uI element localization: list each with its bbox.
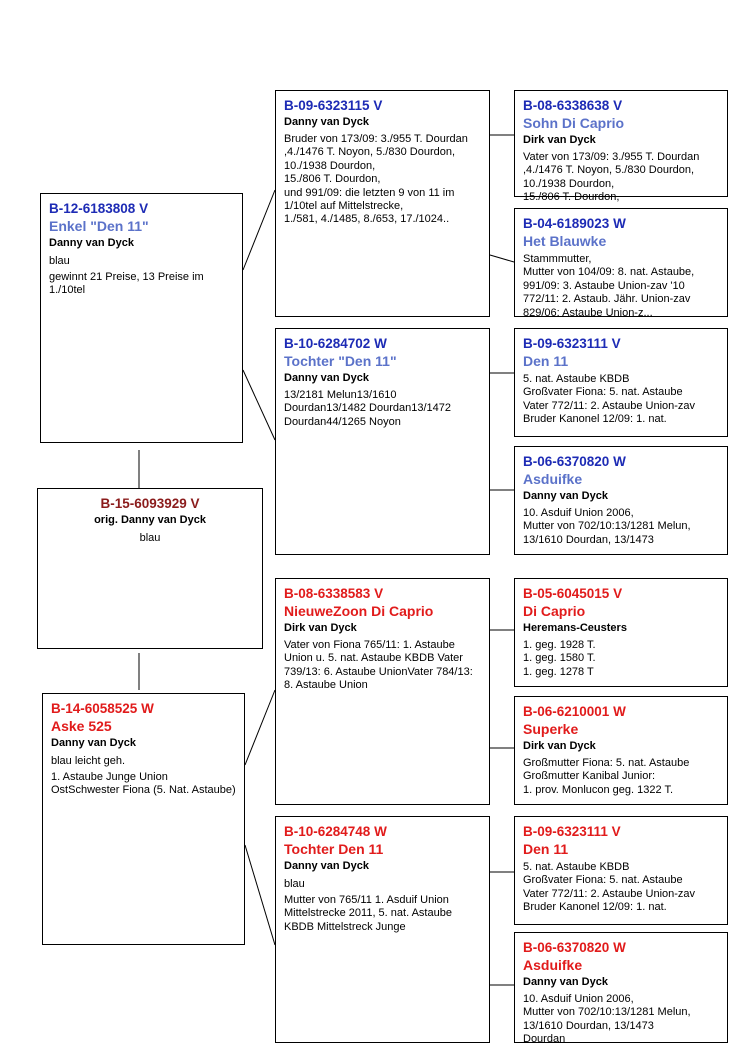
connector-sire-dam bbox=[243, 370, 275, 440]
dam-name: Aske 525 bbox=[51, 718, 112, 734]
dam-breeder: Danny van Dyck bbox=[51, 737, 136, 749]
great-grandparent-card-3[interactable] bbox=[514, 328, 728, 437]
gg8-breeder: Danny van Dyck bbox=[523, 976, 608, 988]
gg4-breeder: Danny van Dyck bbox=[523, 490, 608, 502]
sire-dam-remarks: 13/2181 Melun13/1610 Dourdan13/1482 Dourdan13/1472 Dourdan44/1265 Noyon bbox=[284, 389, 451, 428]
dam-dam-color: blau bbox=[284, 878, 305, 890]
gg5-name: Di Caprio bbox=[523, 603, 586, 619]
gg6-remarks: Großmutter Fiona: 5. nat. Astaube Großmutter Kanibal Junior: 1. prov. Monlucon geg. 1322 T. bbox=[523, 757, 690, 796]
dam-dam-remarks: Mutter von 765/11 1. Asduif Union Mittelstrecke 2011, 5. nat. Astaube KBDB Mittelstreck Junge bbox=[284, 894, 452, 933]
dam-sire-card[interactable] bbox=[275, 578, 490, 805]
dam-dam-card[interactable] bbox=[275, 816, 490, 1043]
sire-dam-card[interactable] bbox=[275, 328, 490, 555]
great-grandparent-card-8[interactable] bbox=[514, 932, 728, 1046]
connector-dam-dam bbox=[245, 845, 275, 945]
subject-ring-number: B-15-6093929 V bbox=[100, 496, 200, 511]
gg1-name: Sohn Di Caprio bbox=[523, 115, 625, 131]
gg8-remarks: 10. Asduif Union 2006, Mutter von 702/10:13/1281 Melun, 13/1610 Dourdan, 13/1473 Dourdan bbox=[523, 993, 691, 1046]
sire-sire-remarks: Bruder von 173/09: 3./955 T. Dourdan ,4./1476 T. Noyon, 5./830 Dourdon, 10./1938 Dourdon, 15./806 T. Dourdon, und 991/09: die letzten 9 von 11 im 1/10tel auf Mittelstrecke, 1./581, 4./1485, 8./653, 17./1024.. bbox=[284, 133, 468, 226]
gg4-name: Asduifke bbox=[523, 471, 583, 487]
dam-sire-name: NieuweZoon Di Caprio bbox=[284, 603, 434, 619]
sire-ring-number: B-12-6183808 V bbox=[49, 201, 149, 216]
connector-dam-sire bbox=[245, 690, 275, 765]
dam-sire-breeder: Dirk van Dyck bbox=[284, 622, 357, 634]
subject-card[interactable] bbox=[37, 488, 263, 649]
sire-sire-ring-number: B-09-6323115 V bbox=[284, 98, 383, 113]
great-grandparent-card-2[interactable] bbox=[514, 208, 728, 317]
great-grandparent-card-7[interactable] bbox=[514, 816, 728, 925]
sire-color: blau bbox=[49, 255, 70, 267]
great-grandparent-card-5[interactable] bbox=[514, 578, 728, 687]
gg2-remarks: Stammmutter, Mutter von 104/09: 8. nat. Astaube, 991/09: 3. Astaube Union-zav '10 772/11: 2. Astaub. Jähr. Union-zav 829/06: Astaube Union-z... bbox=[523, 253, 695, 319]
dam-dam-ring-number: B-10-6284748 W bbox=[284, 824, 387, 839]
gg7-name: Den 11 bbox=[523, 841, 569, 857]
gg1-ring-number: B-08-6338638 V bbox=[523, 98, 623, 113]
gg5-ring-number: B-05-6045015 V bbox=[523, 586, 623, 601]
subject-breeder: orig. Danny van Dyck bbox=[94, 514, 206, 526]
dam-color: blau leicht geh. bbox=[51, 755, 125, 767]
sire-card[interactable] bbox=[40, 193, 243, 443]
dam-ring-number: B-14-6058525 W bbox=[51, 701, 154, 716]
gg7-remarks: 5. nat. Astaube KBDB Großvater Fiona: 5. nat. Astaube Vater 772/11: 2. Astaube Union-zav Bruder Kanonel 12/09: 1. nat. bbox=[523, 861, 696, 914]
gg8-name: Asduifke bbox=[523, 957, 583, 973]
gg5-breeder: Heremans-Ceusters bbox=[523, 622, 627, 634]
dam-sire-ring-number: B-08-6338583 V bbox=[284, 586, 384, 601]
sire-sire-card[interactable] bbox=[275, 90, 490, 317]
gg4-ring-number: B-06-6370820 W bbox=[523, 454, 626, 469]
sire-name: Enkel "Den 11" bbox=[49, 218, 149, 234]
sire-breeder: Danny van Dyck bbox=[49, 237, 134, 249]
sire-dam-name: Tochter "Den 11" bbox=[284, 353, 397, 369]
dam-sire-remarks: Vater von Fiona 765/11: 1. Astaube Union u. 5. nat. Astaube KBDB Vater 739/13: 6. Astaube UnionVater 784/13: 8. Astaube Union bbox=[284, 639, 473, 692]
gg6-ring-number: B-06-6210001 W bbox=[523, 704, 626, 719]
gg6-breeder: Dirk van Dyck bbox=[523, 740, 596, 752]
sire-sire-breeder: Danny van Dyck bbox=[284, 116, 369, 128]
gg7-ring-number: B-09-6323111 V bbox=[523, 824, 621, 839]
dam-dam-name: Tochter Den 11 bbox=[284, 841, 384, 857]
dam-card[interactable] bbox=[42, 693, 245, 945]
gg5-remarks: 1. geg. 1928 T. 1. geg. 1580 T. 1. geg. 1278 T bbox=[523, 639, 596, 678]
gg2-name: Het Blauwke bbox=[523, 233, 607, 249]
sire-dam-breeder: Danny van Dyck bbox=[284, 372, 369, 384]
connector-sire-sire bbox=[243, 190, 275, 270]
gg3-ring-number: B-09-6323111 V bbox=[523, 336, 621, 351]
gg4-remarks: 10. Asduif Union 2006, Mutter von 702/10:13/1281 Melun, 13/1610 Dourdan, 13/1473 bbox=[523, 507, 691, 546]
gg3-remarks: 5. nat. Astaube KBDB Großvater Fiona: 5. nat. Astaube Vater 772/11: 2. Astaube Union-zav Bruder Kanonel 12/09: 1. nat. bbox=[523, 373, 696, 426]
gg6-name: Superke bbox=[523, 721, 579, 737]
gg3-name: Den 11 bbox=[523, 353, 569, 369]
dam-remarks: 1. Astaube Junge Union OstSchwester Fiona (5. Nat. Astaube) bbox=[51, 771, 236, 797]
subject-color: blau bbox=[139, 532, 161, 544]
gg2-ring-number: B-04-6189023 W bbox=[523, 216, 626, 231]
sire-remarks: gewinnt 21 Preise, 13 Preise im 1./10tel bbox=[49, 271, 204, 297]
gg1-breeder: Dirk van Dyck bbox=[523, 134, 596, 146]
great-grandparent-card-4[interactable] bbox=[514, 446, 728, 555]
sire-dam-ring-number: B-10-6284702 W bbox=[284, 336, 387, 351]
gg8-ring-number: B-06-6370820 W bbox=[523, 940, 626, 955]
gg1-remarks: Vater von 173/09: 3./955 T. Dourdan ,4./1476 T. Noyon, 5./830 Dourdon, 10./1938 Dourdon, 15./806 T. Dourdon, bbox=[523, 151, 700, 204]
great-grandparent-card-1[interactable] bbox=[514, 90, 728, 204]
dam-dam-breeder: Danny van Dyck bbox=[284, 860, 369, 872]
great-grandparent-card-6[interactable] bbox=[514, 696, 728, 805]
connector-gg2 bbox=[490, 255, 514, 262]
